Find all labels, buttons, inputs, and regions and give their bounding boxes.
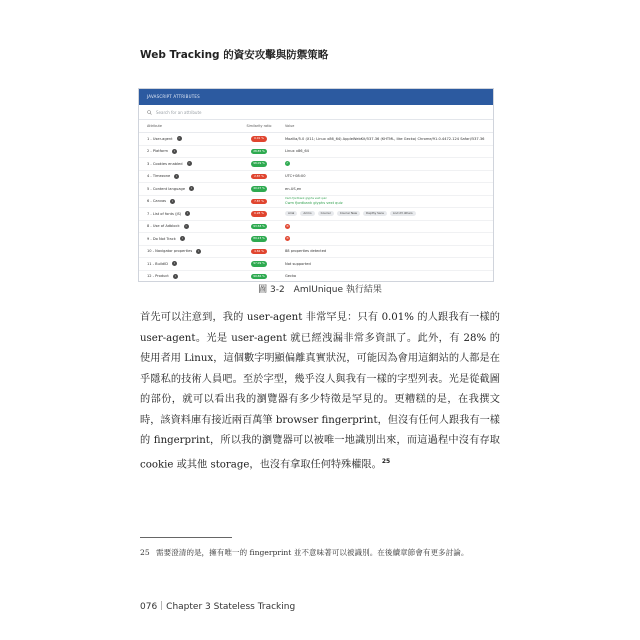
table-row [139,196,493,209]
attribute-name: 5 - Content language [147,186,186,191]
panel-title: JAVASCRIPT ATTRIBUTES [139,89,493,105]
search-bar[interactable] [139,105,493,120]
value-text: Mozilla/5.0 (X11; Linux x86_64) AppleWebKit/537.36 (KHTML, like Gecko) Chrome/91.0.4472.124 Safari/537.36 [285,136,485,141]
footnote-number: 25 [140,548,150,557]
value-cell [279,224,493,229]
value-cell [279,249,493,253]
footnote-rule [140,537,232,538]
body-paragraph [140,308,500,475]
attribute-cell [139,274,239,279]
attribute-name: 4 - Timezone [147,174,171,179]
info-icon[interactable]: i [172,261,177,266]
canvas-text: Cwm fjordbank glyphs vext quiz [285,201,343,206]
value-cell [279,174,493,178]
font-chip: Depthy Sans [363,211,387,216]
attribute-cell [139,249,239,254]
similarity-cell [239,249,279,255]
cross-icon: × [285,223,289,228]
footnote [140,545,500,560]
similarity-badge: 2.87 % [251,174,267,180]
page-footer: 076｜Chapter 3 Stateless Tracking [140,602,296,612]
attribute-name: 8 - Use of Adblock [147,224,180,229]
attribute-name: 10 - Navigator properties [147,249,193,254]
table-row [139,271,493,283]
similarity-cell [239,136,279,142]
table-row [139,208,493,221]
column-attribute: Attribute [147,124,162,128]
attribute-cell [139,224,239,229]
similarity-badge: 7.87 % [251,199,267,205]
similarity-cell [239,274,279,280]
info-icon[interactable]: i [170,199,175,204]
attribute-name: 12 - Product [147,274,169,279]
value-text: Gecko [285,274,297,279]
value-cell [279,211,493,216]
paragraph-text: 首先可以注意到，我的 user-agent 非常罕見：只有 0.01% 的人跟我有一樣的 user-agent。光是 user-agent 就已經洩漏非常多資訊了。此外，有 28% 的使用者用 Linux，這個數字明顯偏離真實狀況，可能因為會用這網站的人都是在乎隱私的技術人員吧。至於字型，幾乎沒人與我有一樣的字型列表。光是從截圖的部份，就可以看出我的瀏覽器有多少特徵是罕見的。更糟糕的是，在我撰文時，該資料庫有接近兩百萬筆 browser fingerprint，但沒有任何人跟我有一樣的 fingerprint，所以我的瀏覽器可以被唯一地識別出來，而這過程中沒有存取 cookie 或其他 storage，也沒有拿取任何特殊權限。 [140,312,500,470]
search-input[interactable]: Search for an attribute [156,109,202,115]
attribute-name: 2 - Platform [147,149,169,154]
column-value: Value [285,124,295,128]
info-icon[interactable]: i [173,274,178,279]
info-icon[interactable]: i [185,211,190,216]
value-text: Not supported [285,261,311,266]
value-cell [279,274,493,278]
font-chip: Courier New [337,211,360,216]
value-cell [279,137,493,141]
table-body [139,133,493,282]
footnote-ref: 25 [381,457,391,465]
value-cell [279,262,493,266]
info-icon[interactable]: i [184,224,189,229]
value-cell [279,197,493,205]
value-text: 88 properties detected [285,249,327,254]
info-icon[interactable]: i [187,161,192,166]
figure-caption: 圖 3-2 AmIUnique 執行結果 [258,285,382,295]
font-chip: Arimo [300,211,314,216]
similarity-badge: 98.09 % [251,161,267,167]
info-icon[interactable]: i [189,186,194,191]
attribute-cell [139,174,239,179]
similarity-badge: 0.01 % [251,136,267,142]
similarity-badge: 97.09 % [251,261,267,267]
similarity-cell [239,211,279,217]
attribute-cell [139,236,239,241]
similarity-cell [239,149,279,155]
attribute-cell [139,149,239,154]
attribute-cell [139,199,239,204]
table-row [139,233,493,246]
cross-icon: × [285,236,289,241]
similarity-cell [239,174,279,180]
attribute-name: 9 - Do Not Track [147,236,176,241]
info-icon[interactable]: i [177,136,182,141]
attribute-cell [139,261,239,266]
similarity-cell [239,186,279,192]
table-row [139,246,493,259]
canvas-preview [285,197,343,205]
table-row [139,133,493,146]
attribute-cell [139,211,239,216]
figure-screenshot [138,88,494,282]
search-icon [147,110,152,115]
value-text: Linux x86_64 [285,149,309,154]
font-chip: Arial [285,211,297,216]
running-header: Web Tracking 的資安攻擊與防禦策略 [140,49,329,61]
value-text: en-US,en [285,186,302,191]
similarity-badge: 4.84 % [251,249,267,255]
similarity-cell [239,261,279,267]
table-row [139,183,493,196]
value-cell [279,149,493,153]
value-cell [279,187,493,191]
table-row [139,158,493,171]
similarity-cell [239,161,279,167]
info-icon[interactable]: i [174,174,179,179]
info-icon[interactable]: i [180,236,185,241]
similarity-badge: 0.28 % [251,211,267,217]
value-text: UTC+08:00 [285,174,306,179]
value-cell [279,161,493,166]
footnote-text: 需要澄清的是，擁有唯一的 fingerprint 並不意味著可以被識別。在後續章節會有更多討論。 [156,548,469,557]
value-cell [279,236,493,241]
table-row [139,171,493,184]
similarity-cell [239,236,279,242]
attribute-cell [139,136,239,141]
column-similarity: Similarity ratio [246,124,272,128]
table-row [139,221,493,234]
similarity-cell [239,199,279,205]
font-chip: Courier [318,211,334,216]
check-icon: ✓ [285,161,289,166]
attribute-cell [139,161,239,166]
similarity-badge: 40.07 % [251,186,267,192]
attribute-cell [139,186,239,191]
attribute-name: 3 - Cookies enabled [147,161,183,166]
canvas-text: Cwm fjordbank glyphs vext quiz [285,197,327,201]
attribute-name: 11 - BuildID [147,261,169,266]
info-icon[interactable]: i [172,149,177,154]
attribute-name: 7 - List of fonts (JS) [147,211,182,216]
table-header [139,120,493,133]
similarity-cell [239,224,279,230]
similarity-badge: 89.23 % [251,236,267,242]
similarity-badge: 28.85 % [251,149,267,155]
attribute-name: 1 - User-agent [147,136,173,141]
attribute-name: 6 - Canvas [147,199,167,204]
table-row [139,146,493,159]
info-icon[interactable]: i [196,249,201,254]
font-chip: And 23 others [390,211,416,216]
similarity-badge: 99.86 % [251,274,267,280]
similarity-badge: 93.58 % [251,224,267,230]
table-row [139,258,493,271]
